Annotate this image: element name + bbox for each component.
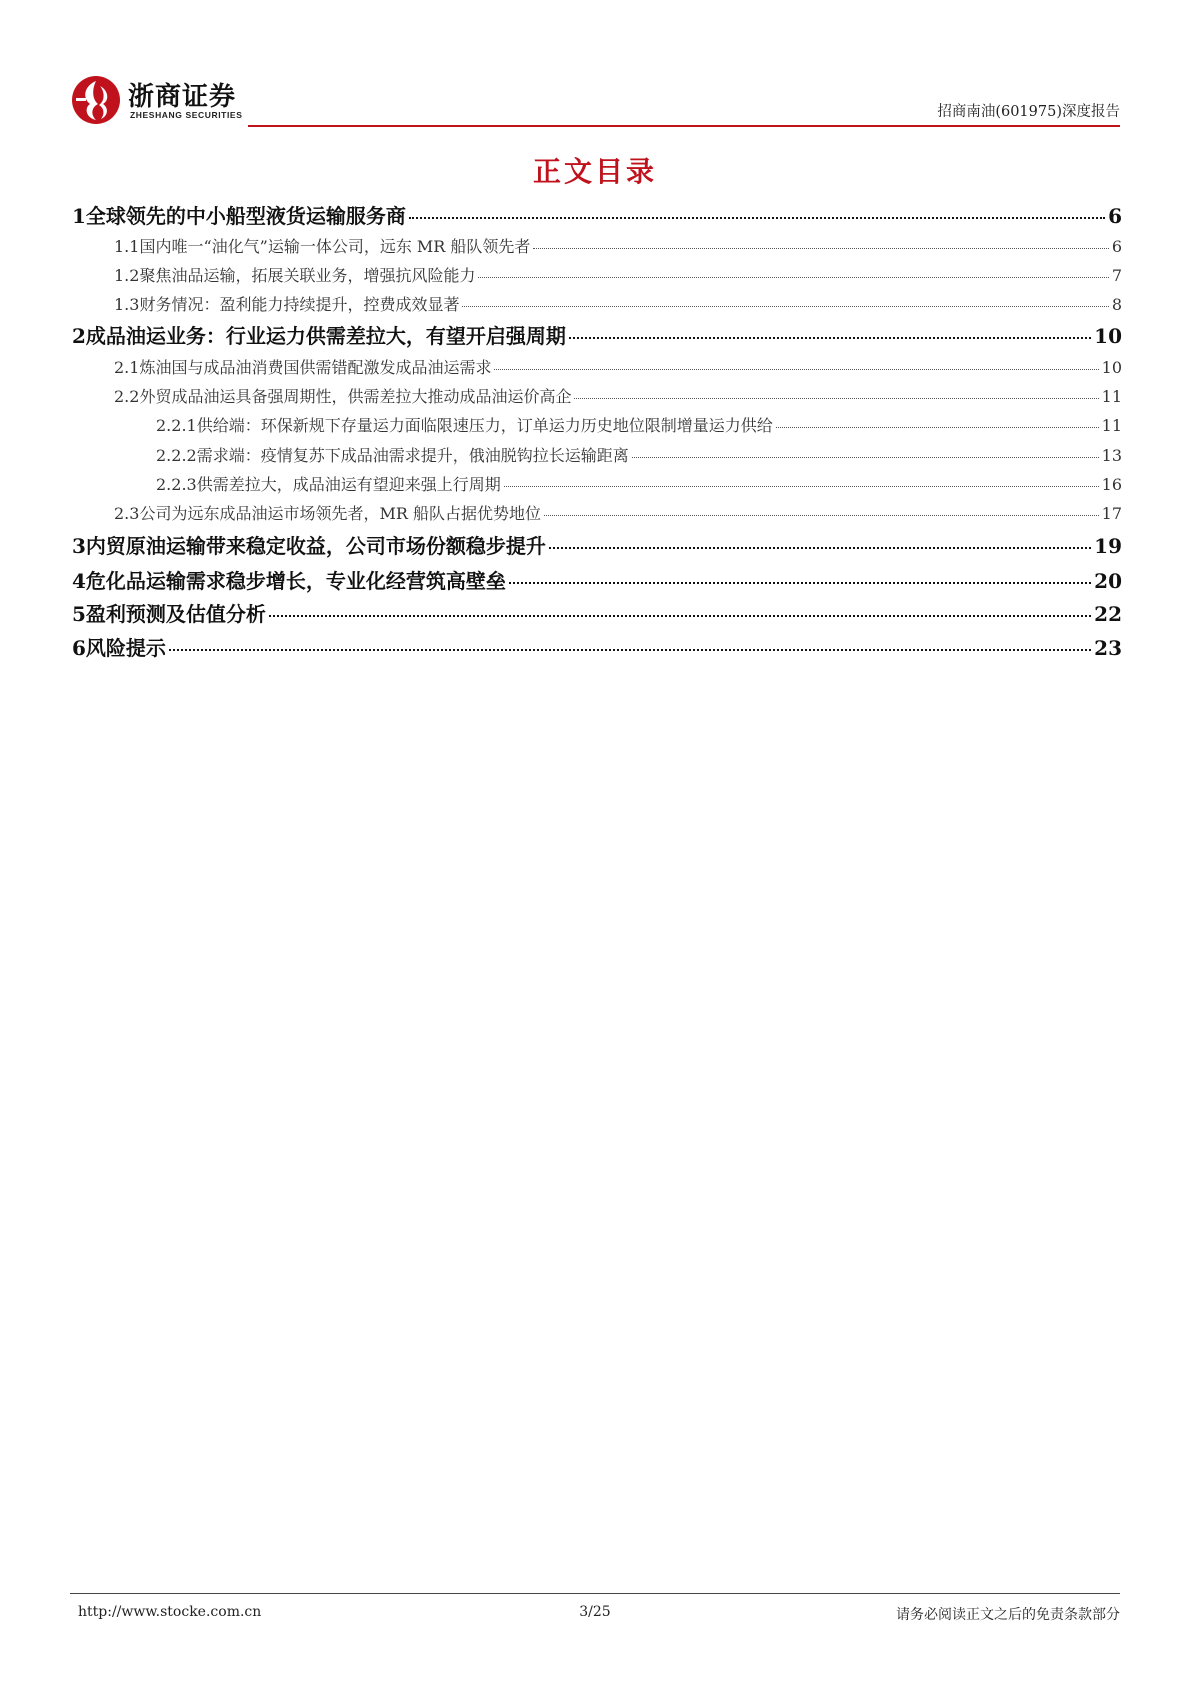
- toc-entry-text: 外贸成品油运具备强周期性，供需差拉大推动成品油运价高企: [139, 387, 572, 406]
- toc-entry[interactable]: [72, 598, 1122, 627]
- toc-entry-number: 1.3: [114, 295, 140, 314]
- toc-entry-number: 6: [72, 636, 86, 660]
- toc-entry-page: 10: [1094, 324, 1122, 348]
- toc-entry[interactable]: [114, 384, 1122, 407]
- toc-entry-page: 19: [1094, 534, 1122, 558]
- toc-entry-text: 供给端：环保新规下存量运力面临限速压力，订单运力历史地位限制增量运力供给: [196, 416, 773, 435]
- toc-entry[interactable]: [72, 320, 1122, 349]
- toc-entry-text: 供需差拉大，成品油运有望迎来强上行周期: [196, 475, 501, 494]
- toc-leader-dots: [776, 427, 1099, 428]
- toc-entry-page: 10: [1101, 358, 1122, 377]
- toc-entry-number: 1: [72, 204, 86, 228]
- toc-entry-text: 需求端：疫情复苏下成品油需求提升，俄油脱钩拉长运输距离: [196, 446, 629, 465]
- toc-entry[interactable]: [114, 355, 1122, 378]
- toc-entry-text: 风险提示: [85, 636, 166, 660]
- toc-entry-text: 聚焦油品运输，拓展关联业务，增强抗风险能力: [139, 266, 476, 285]
- toc-entry-page: 16: [1101, 475, 1122, 494]
- logo-chinese-name: 浙商证券: [128, 82, 237, 112]
- logo-english-name: ZHESHANG SECURITIES: [130, 110, 243, 120]
- toc-entry-number: 5: [72, 602, 86, 626]
- toc-entry-number: 2.2.1: [156, 416, 197, 435]
- zheshang-logo-icon: [70, 74, 124, 126]
- toc-entry[interactable]: [72, 565, 1122, 594]
- toc-entry-number: 1.2: [114, 266, 140, 285]
- toc-leader-dots: [544, 515, 1099, 516]
- toc-entry-text: 内贸原油运输带来稳定收益，公司市场份额稳步提升: [85, 534, 546, 558]
- toc-entry-page: 20: [1094, 569, 1122, 593]
- toc-entry-text: 危化品运输需求稳步增长，专业化经营筑高壁垒: [85, 569, 506, 593]
- toc-entry-number: 2.3: [114, 504, 140, 523]
- page-indicator: 3/25: [579, 1604, 611, 1620]
- toc-leader-dots: [169, 649, 1091, 651]
- toc-entry[interactable]: [114, 234, 1122, 257]
- toc-entry-page: 11: [1101, 387, 1122, 406]
- toc-entry-text: 国内唯一“油化气”运输一体公司，远东 MR 船队领先者: [139, 237, 531, 256]
- toc-entry-number: 3: [72, 534, 86, 558]
- toc-entry-page: 17: [1101, 504, 1122, 523]
- toc-entry-text: 全球领先的中小船型液货运输服务商: [85, 204, 406, 228]
- toc-entry[interactable]: [114, 263, 1122, 286]
- toc-leader-dots: [478, 277, 1108, 278]
- footer-url[interactable]: http://www.stocke.com.cn: [78, 1604, 262, 1620]
- toc-entry-page: 13: [1101, 446, 1122, 465]
- toc-entry-number: 2.2.3: [156, 475, 197, 494]
- toc-entry-page: 6: [1108, 204, 1122, 228]
- toc-entry-page: 6: [1111, 237, 1122, 256]
- toc-leader-dots: [632, 457, 1099, 458]
- toc-leader-dots: [509, 582, 1091, 584]
- toc-entry[interactable]: [156, 413, 1122, 436]
- footer-disclaimer: 请务必阅读正文之后的免责条款部分: [896, 1607, 1120, 1623]
- toc-leader-dots: [269, 615, 1091, 617]
- toc-entry-number: 2.1: [114, 358, 140, 377]
- toc-entry-number: 2.2.2: [156, 446, 197, 465]
- toc-entry-text: 财务情况：盈利能力持续提升，控费成效显著: [139, 295, 460, 314]
- toc-leader-dots: [533, 248, 1108, 249]
- toc-leader-dots: [574, 398, 1098, 399]
- toc-entry[interactable]: [72, 632, 1122, 661]
- report-name: 招商南油(601975)深度报告: [937, 104, 1120, 120]
- toc-title: 正文目录: [532, 155, 657, 188]
- header-divider: [248, 125, 1120, 127]
- toc-leader-dots: [494, 369, 1098, 370]
- toc-entry-number: 4: [72, 569, 86, 593]
- toc-leader-dots: [549, 547, 1091, 549]
- toc-entry-page: 11: [1101, 416, 1122, 435]
- toc-entry[interactable]: [72, 200, 1122, 229]
- toc-entry-page: 22: [1094, 602, 1122, 626]
- toc-entry-page: 23: [1094, 636, 1122, 660]
- toc-entry-number: 2.2: [114, 387, 140, 406]
- footer-divider: [70, 1593, 1120, 1594]
- toc-entry[interactable]: [72, 530, 1122, 559]
- toc-leader-dots: [409, 217, 1105, 219]
- toc-entry-page: 8: [1111, 295, 1122, 314]
- toc-entry-number: 2: [72, 324, 86, 348]
- toc-entry-text: 盈利预测及估值分析: [85, 602, 266, 626]
- page-header: [70, 70, 1120, 130]
- toc-entry[interactable]: [114, 292, 1122, 315]
- toc-entry-text: 成品油运业务：行业运力供需差拉大，有望开启强周期: [85, 324, 566, 348]
- toc-entry-text: 炼油国与成品油消费国供需错配激发成品油运需求: [139, 358, 492, 377]
- toc-leader-dots: [569, 337, 1091, 339]
- toc-entry-page: 7: [1111, 266, 1122, 285]
- toc-entry-number: 1.1: [114, 237, 140, 256]
- toc-entry[interactable]: [156, 443, 1122, 466]
- toc-leader-dots: [504, 486, 1099, 487]
- toc-leader-dots: [462, 306, 1108, 307]
- toc-entry[interactable]: [114, 501, 1122, 524]
- zheshang-logo: [70, 74, 310, 126]
- toc-entry[interactable]: [156, 472, 1122, 495]
- toc-entry-text: 公司为远东成品油运市场领先者，MR 船队占据优势地位: [139, 504, 541, 523]
